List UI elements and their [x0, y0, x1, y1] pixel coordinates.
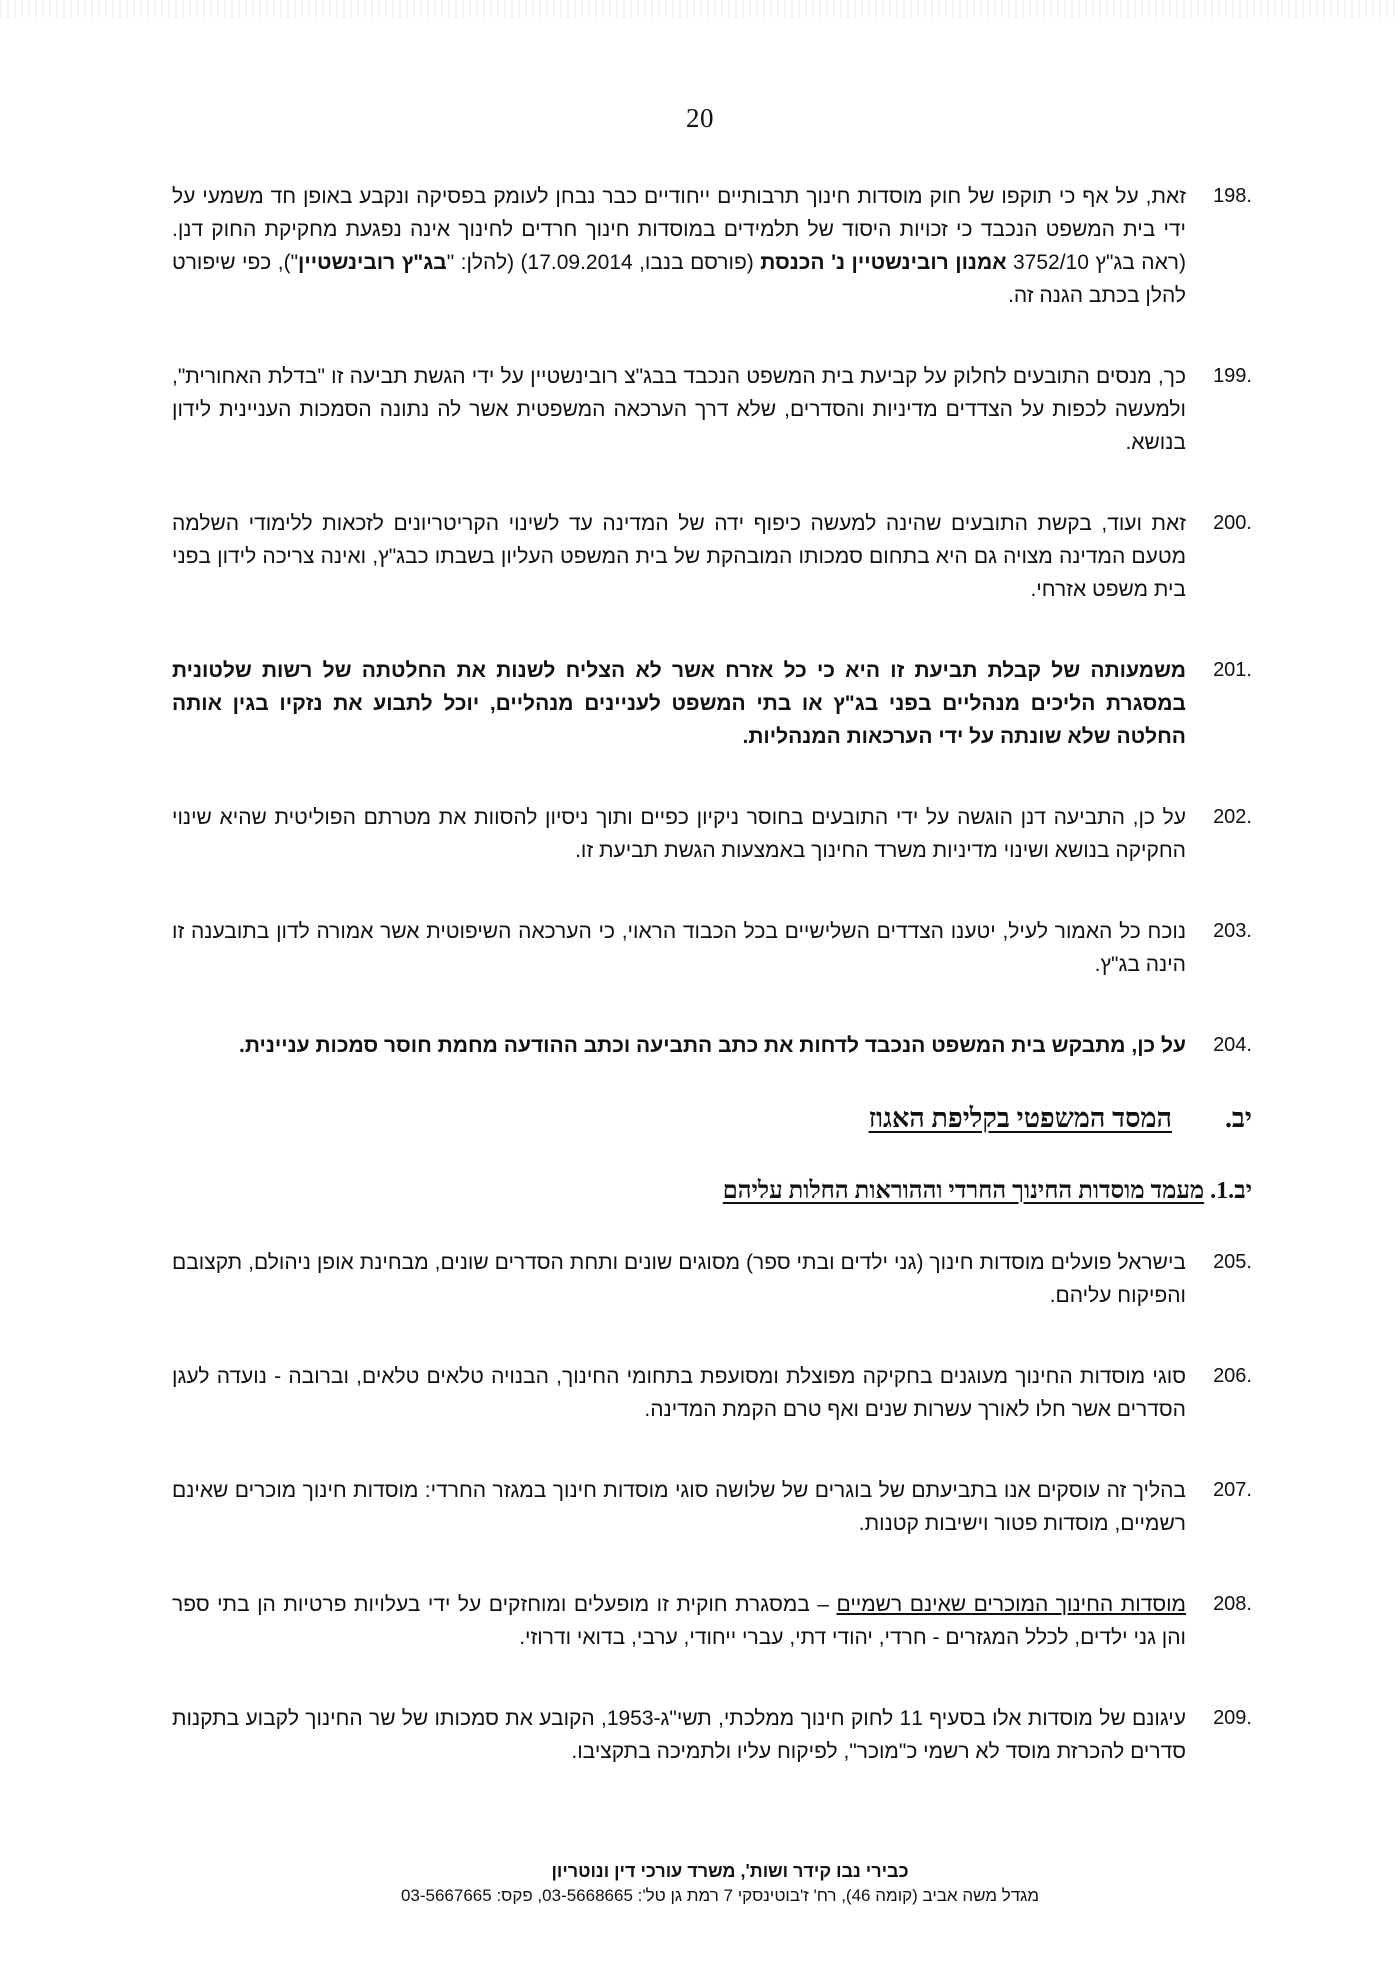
paragraph-text: על כן, מתבקש בית המשפט הנכבד לדחות את כתב התביעה וכתב ההודעה מחמת חוסר סמכות עניינית. — [239, 1034, 1186, 1057]
paragraph-208 — [172, 1588, 1252, 1654]
paragraph-number: 208. — [1213, 1593, 1252, 1615]
paragraph-text: עיגונם של מוסדות אלו בסעיף 11 לחוק חינוך ממלכתי, תשי"ג-1953, הקובע את סמכותו של שר החינוך לקבוע בתקנות סדרים להכרזת מוסד לא רשמי כ"מוכר", לפיקוח עליו ולתמיכה בתקציבו. — [172, 1707, 1186, 1763]
paragraph-text: זאת ועוד, בקשת התובעים שהינה למעשה כיפוף ידה של המדינה עד לשינוי הקריטריונים לזכאות ללימודי השלמה מטעם המדינה מצויה גם היא בתחום סמכותו המובהקת של בית המשפט העליון בשבתו כבג"ץ, ואינה צריכה לידון בפני בית משפט אזרחי. — [172, 512, 1186, 601]
paragraph-number: 201. — [1213, 659, 1252, 681]
paragraph-number: 198. — [1213, 185, 1252, 207]
text-segment: "), כפי שיפורט להלן בכתב הגנה זה. — [172, 251, 1186, 307]
paragraph-text — [172, 1588, 1194, 1654]
document-body — [172, 180, 1252, 1768]
subsection-heading — [172, 1174, 1252, 1208]
footer-address: מגדל משה אביב (קומה 46), רח' ז'בוטינסקי 7 רמת גן טל': 03-5668665, פקס: 03-5667665 — [400, 1886, 1040, 1905]
subsection-number: יב.1. — [1210, 1178, 1252, 1204]
paragraph-text: כך, מנסים התובעים לחלוק על קביעת בית המשפט הנכבד בבג"צ רובינשטיין על ידי הגשת תביעה זו "בדלת האחורית", ולמעשה לכפות על הצדדים מדיניות והסדרים, שלא דרך הערכאה המשפטית אשר לה נתונה הסמכות העניינית לידון בנושא. — [172, 365, 1186, 454]
paragraph-text: נוכח כל האמור לעיל, יטענו הצדדים השלישיים בכל הכבוד הראוי, כי הערכאה השיפוטית אשר אמורה לדון בתובענה זו הינה בג"ץ. — [172, 920, 1186, 976]
paragraph-205 — [172, 1246, 1252, 1312]
paragraph-text: סוגי מוסדות החינוך מעוגנים בחקיקה מפוצלת ומסועפת בתחומי החינוך, הבנויה טלאים טלאים, וברובה - נועדה לעגן הסדרים אשר חלו לאורך עשרות שנים ואף טרם הקמת המדינה. — [172, 1365, 1186, 1421]
section-title: המסד המשפטי בקליפת האגוז — [868, 1103, 1172, 1133]
text-segment: (פורסם בנבו, 17.09.2014) (להלן: " — [446, 251, 761, 274]
paragraph-number: 202. — [1213, 806, 1252, 828]
paragraph-number: 207. — [1213, 1479, 1252, 1501]
subsection-title: מעמד מוסדות החינוך החרדי וההוראות החלות עליהם — [722, 1178, 1205, 1204]
footer-firm-name: כבירי נבו קידר ושות', משרד עורכי דין ונוטריון — [551, 1861, 909, 1881]
text-segment: זאת, על אף כי תוקפו של חוק מוסדות חינוך תרבותיים ייחודיים כבר נבחן לעומק בפסיקה ונקבע באופן חד משמעי על ידי בית המשפט הנכבד כי זכויות היסוד של תלמידים במוסדות חינוך חרדים לחינוך אינה נפגעת מחקיקת החוק דנן. (ראה בג"ץ 3752/10 — [172, 185, 1186, 274]
text-segment: – במסגרת חוקית זו מופעלים ומוחזקים על ידי בעלויות פרטיות הן בתי ספר והן גני ילדים, לכלל המגזרים - חרדי, יהודי דתי, עברי ייחודי, ערבי, בדואי ודרוזי. — [172, 1593, 1186, 1649]
paragraph-text — [172, 180, 1194, 312]
paragraph-number: 199. — [1213, 365, 1252, 387]
paragraph-204 — [172, 1029, 1252, 1062]
paragraph-text: בהליך זה עוסקים אנו בתביעתם של בוגרים של שלושה סוגי מוסדות חינוך במגזר החרדי: מוסדות חינוך מוכרים שאינם רשמיים, מוסדות פטור וישיבות קטנות. — [172, 1479, 1186, 1535]
section-number: יב. — [1225, 1103, 1252, 1133]
underlined-term: מוסדות החינוך המוכרים שאינם רשמיים — [836, 1593, 1186, 1616]
paragraph-203 — [172, 915, 1252, 981]
paragraph-text: משמעותה של קבלת תביעת זו היא כי כל אזרח אשר לא הצליח לשנות את החלטתה של רשות שלטונית במסגרת הליכים מנהליים בפני בג"ץ או בתי המשפט לעניינים מנהליים, יוכל לתבוע את נזקיו בגין אותה החלטה שלא שונתה על ידי הערכאות המנהליות. — [172, 659, 1186, 748]
paragraph-209 — [172, 1702, 1252, 1768]
paragraph-198 — [172, 180, 1252, 312]
paragraph-number: 209. — [1213, 1707, 1252, 1729]
paragraph-200 — [172, 507, 1252, 606]
paragraph-201 — [172, 654, 1252, 753]
page-footer — [0, 1858, 1400, 1908]
paragraph-text: בישראל פועלים מוסדות חינוך (גני ילדים ובתי ספר) מסוגים שונים ותחת הסדרים שונים, מבחינת אופן ניהולם, תקצובם והפיקוח עליהם. — [172, 1251, 1186, 1307]
section-heading — [172, 1100, 1252, 1136]
case-name: אמנון רובינשטיין נ' הכנסת — [760, 251, 1007, 274]
paragraph-199 — [172, 360, 1252, 459]
paragraph-number: 200. — [1213, 512, 1252, 534]
paragraph-206 — [172, 1360, 1252, 1426]
paragraph-202 — [172, 801, 1252, 867]
paragraph-207 — [172, 1474, 1252, 1540]
paragraph-number: 205. — [1213, 1251, 1252, 1273]
scan-artifacts — [0, 0, 1400, 18]
paragraph-number: 204. — [1213, 1034, 1252, 1056]
paragraph-number: 206. — [1213, 1365, 1252, 1387]
page-number: 20 — [686, 103, 714, 133]
case-short-name: בג"ץ רובינשטיין — [298, 251, 447, 274]
paragraph-text: על כן, התביעה דנן הוגשה על ידי התובעים בחוסר ניקיון כפיים ותוך ניסיון להסוות את מטרתם הפוליטית שהיא שינוי החקיקה בנושא ושינוי מדיניות משרד החינוך באמצעות הגשת תביעת זו. — [172, 806, 1186, 862]
paragraph-number: 203. — [1213, 920, 1252, 942]
